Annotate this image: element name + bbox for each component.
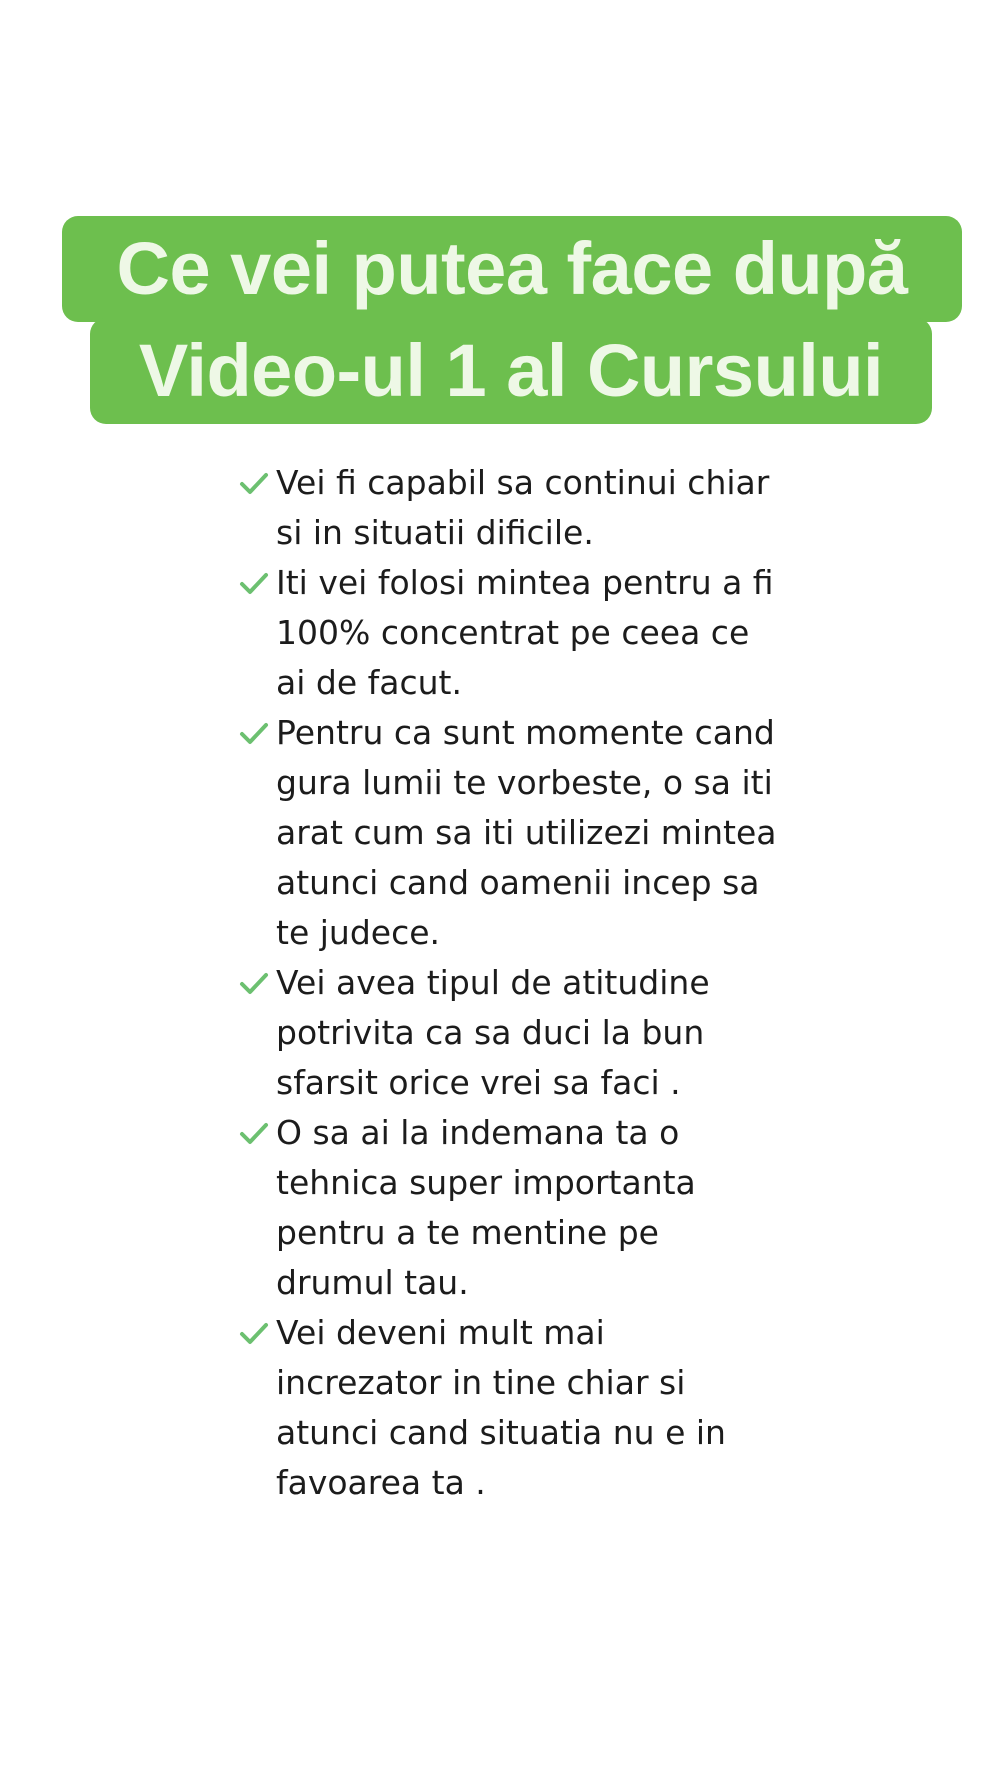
list-item bbox=[238, 958, 778, 1108]
list-item-text: Pentru ca sunt momente cand gura lumii te vorbeste, o sa iti arat cum sa iti utilizezi mintea atunci cand oamenii incep sa te judece. bbox=[276, 713, 777, 952]
list-item-text: Iti vei folosi mintea pentru a fi 100% concentrat pe ceea ce ai de facut. bbox=[276, 563, 774, 702]
list-item-text: O sa ai la indemana ta o tehnica super importanta pentru a te mentine pe drumul tau. bbox=[276, 1113, 696, 1302]
list-item-text: Vei avea tipul de atitudine potrivita ca sa duci la bun sfarsit orice vrei sa faci . bbox=[276, 963, 710, 1102]
check-icon bbox=[238, 567, 270, 599]
check-icon bbox=[238, 467, 270, 499]
check-icon bbox=[238, 967, 270, 999]
check-icon bbox=[238, 1317, 270, 1349]
title-line-2: Video-ul 1 al Cursului bbox=[90, 318, 932, 424]
list-item bbox=[238, 458, 778, 558]
check-icon bbox=[238, 1117, 270, 1149]
list-item-text: Vei deveni mult mai increzator in tine chiar si atunci cand situatia nu e in favoarea ta . bbox=[276, 1313, 726, 1502]
title-line-1: Ce vei putea face după bbox=[62, 216, 962, 322]
list-item bbox=[238, 1108, 778, 1308]
list-item bbox=[238, 708, 778, 958]
list-item bbox=[238, 558, 778, 708]
list-item bbox=[238, 1308, 778, 1508]
list-item-text: Vei fi capabil sa continui chiar si in situatii dificile. bbox=[276, 463, 770, 552]
benefits-list bbox=[238, 458, 778, 1508]
check-icon bbox=[238, 717, 270, 749]
